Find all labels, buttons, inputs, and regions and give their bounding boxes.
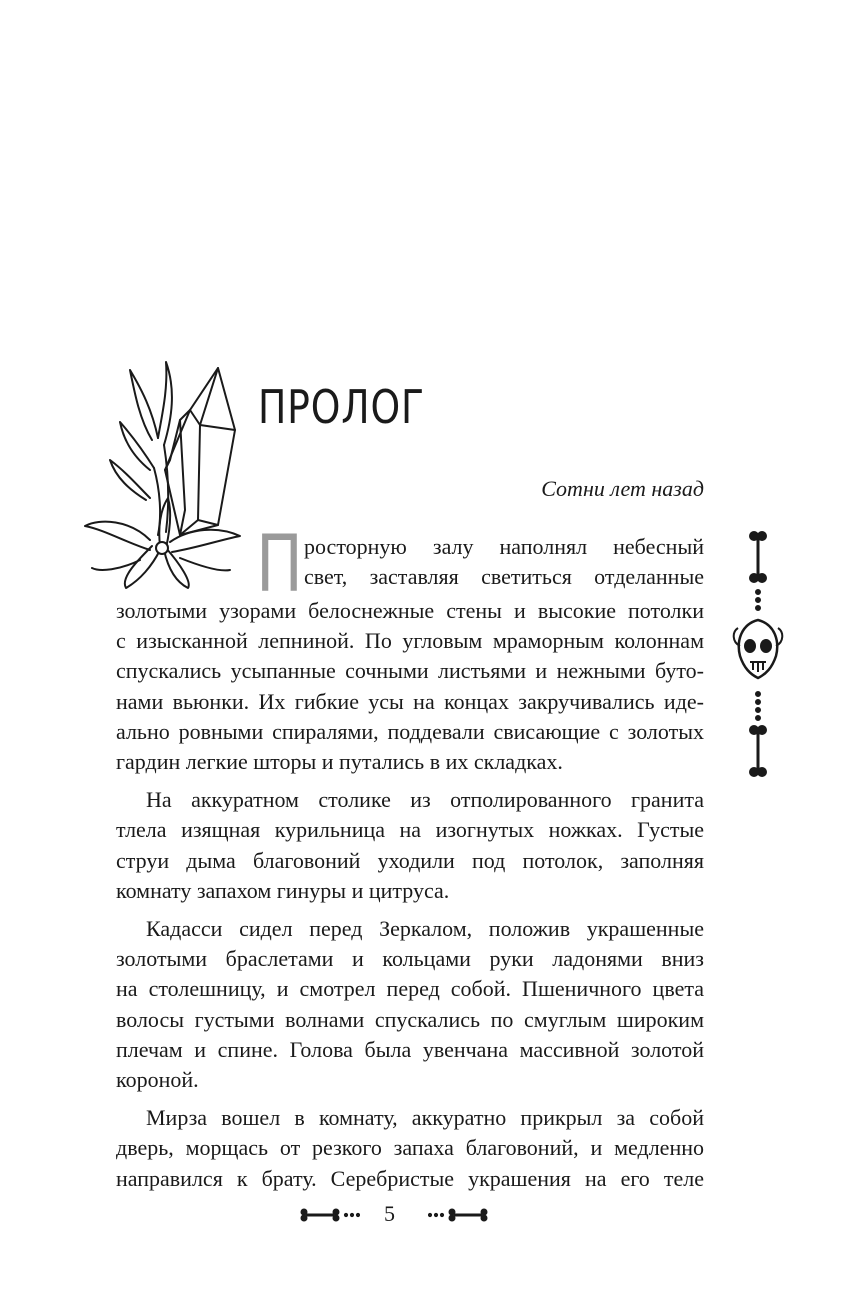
text-line: комнату запахом гинуры и цитруса. bbox=[116, 877, 450, 903]
text-line: волосы густыми волнами спускались по смуглым широким bbox=[116, 1006, 704, 1032]
paragraph-4 bbox=[116, 1103, 704, 1194]
skull-bone-ornament-icon bbox=[728, 528, 788, 780]
body-text bbox=[116, 520, 704, 1202]
text-line: струи дыма благовоний уходили под потолок, заполняя bbox=[116, 847, 704, 873]
paragraph-1 bbox=[116, 520, 704, 777]
text-line: золотыми браслетами и кольцами руки ладонями вниз bbox=[116, 946, 704, 972]
paragraph-3 bbox=[116, 914, 704, 1095]
text-line: направился к брату. Серебристые украшения на его теле bbox=[116, 1165, 704, 1191]
text-line: золотыми узорами белоснежные стены и высокие потолки bbox=[116, 598, 704, 623]
bone-ornament-right-icon bbox=[428, 1208, 488, 1222]
bone-ornament-left-icon bbox=[300, 1208, 360, 1222]
text-line: тлела изящная курильница на изогнутых ножках. Густые bbox=[116, 817, 704, 843]
chapter-title: ПРОЛОГ bbox=[258, 380, 425, 434]
text-line: дверь, морщась от резкого запаха благовоний, и медленно bbox=[116, 1135, 704, 1161]
text-line: нами вьюнки. Их гибкие усы на концах закручивались иде- bbox=[116, 688, 704, 714]
text-line: Мирза вошел в комнату, аккуратно прикрыл за собой bbox=[146, 1105, 704, 1131]
text-line: плечам и спине. Голова была увенчана массивной золотой bbox=[116, 1036, 704, 1062]
text-line: с изысканной лепниной. По угловым мраморным колоннам bbox=[116, 628, 704, 654]
text-line: свет, заставляя светиться отделанные bbox=[304, 564, 704, 590]
drop-cap: П bbox=[256, 520, 303, 610]
page-number: 5 bbox=[384, 1201, 395, 1226]
text-line: короной. bbox=[116, 1067, 199, 1093]
text-line: гардин легкие шторы и путались в их складках. bbox=[116, 749, 563, 775]
text-line: на столешницу, и смотрел перед собой. Пшеничного цвета bbox=[116, 976, 704, 1002]
text-line: росторную залу наполнял небесный bbox=[304, 534, 704, 559]
text-line: ально ровными спиралями, поддевали свисающие с золотых bbox=[116, 718, 704, 744]
paragraph-2 bbox=[116, 785, 704, 906]
text-line: Кадасси сидел перед Зеркалом, положив украшенные bbox=[146, 916, 704, 942]
epigraph: Сотни лет назад bbox=[541, 476, 704, 501]
text-line: На аккуратном столике из отполированного гранита bbox=[146, 787, 704, 813]
text-line: спускались усыпанные сочными листьями и нежными буто- bbox=[116, 658, 704, 684]
